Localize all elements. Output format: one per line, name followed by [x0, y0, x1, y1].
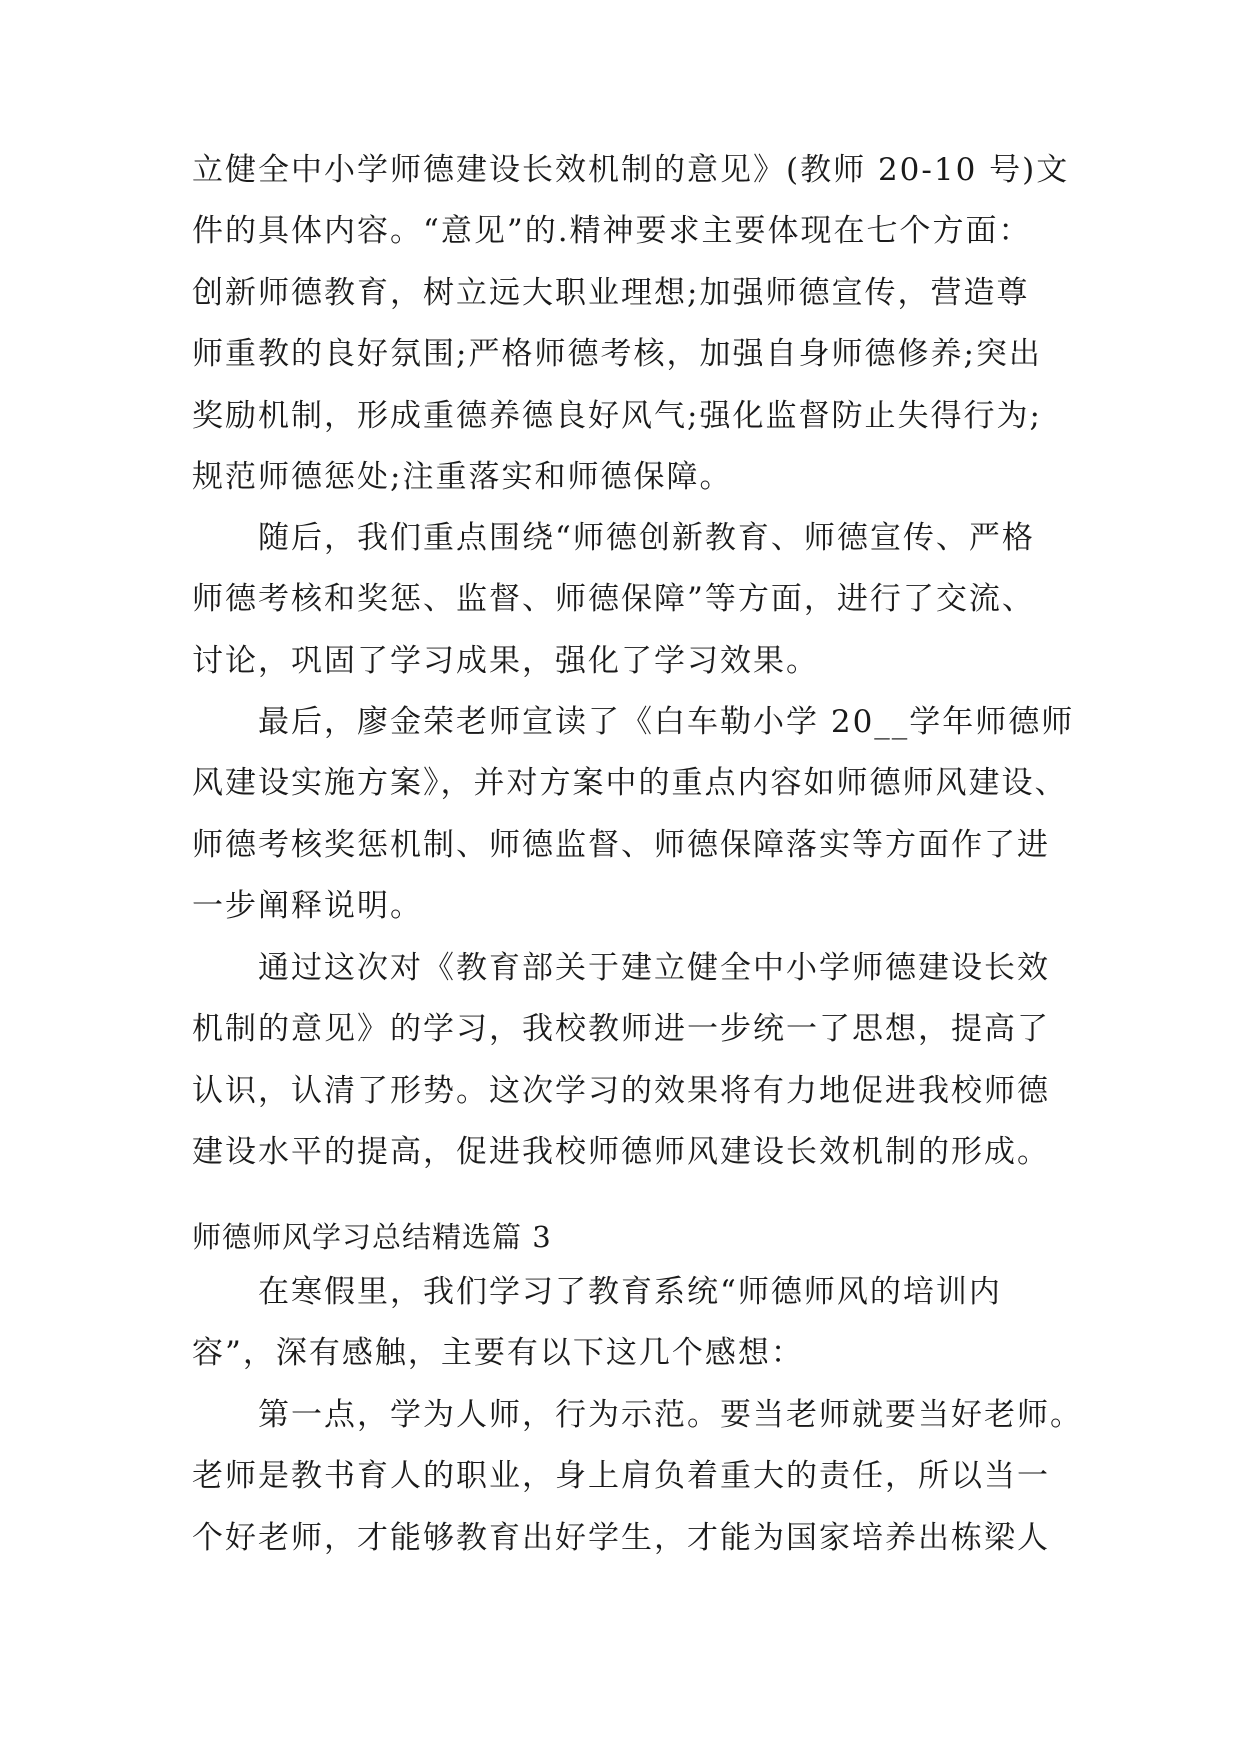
text-line: 认识，认清了形势。这次学习的效果将有力地促进我校师德	[192, 1072, 1050, 1109]
text-line: 第一点，学为人师，行为示范。要当老师就要当好老师。	[192, 1397, 1083, 1433]
text-line: 老师是教书育人的职业，身上肩负着重大的责任，所以当一	[192, 1458, 1050, 1495]
paragraph-first-point	[192, 1385, 1083, 1569]
text-line: 奖励机制，形成重德养德良好风气;强化监督防止失得行为;	[192, 397, 1042, 434]
text-line: 立健全中小学师德建设长效机制的意见》(教师 20-10 号)文	[192, 152, 1070, 188]
paragraph-discussion	[192, 508, 1072, 692]
text-line: 风建设实施方案》，并对方案中的重点内容如师德师风建设、	[192, 765, 1068, 802]
text-line: 个好老师，才能够教育出好学生，才能为国家培养出栋梁人	[192, 1519, 1050, 1556]
text-line: 最后，廖金荣老师宣读了《白车勒小学 20__学年师德师	[192, 704, 1075, 740]
text-line: 讨论，巩固了学习成果，强化了学习效果。	[192, 642, 819, 679]
paragraph-plan-reading	[192, 692, 1075, 938]
text-line: 创新师德教育，树立远大职业理想;加强师德宣传，营造尊	[192, 274, 1030, 311]
text-line: 在寒假里，我们学习了教育系统“师德师风的培训内	[192, 1274, 1002, 1310]
text-line: 件的具体内容。“意见”的.精神要求主要体现在七个方面：	[192, 213, 1032, 250]
paragraph-winter-study	[192, 1262, 1072, 1385]
text-line: 规范师德惩处;注重落实和师德保障。	[192, 458, 733, 495]
text-line: 建设水平的提高，促进我校师德师风建设长效机制的形成。	[192, 1134, 1050, 1171]
text-line: 师德考核奖惩机制、师德监督、师德保障落实等方面作了进	[192, 826, 1050, 863]
text-line: 一步阐释说明。	[192, 888, 423, 925]
text-line: 师德考核和奖惩、监督、师德保障”等方面，进行了交流、	[192, 581, 1035, 618]
paragraph-conclusion	[192, 938, 1072, 1184]
text-line: 师重教的良好氛围;严格师德考核，加强自身师德修养;突出	[192, 336, 1042, 373]
paragraph-policy-summary	[192, 140, 1072, 508]
section-heading: 师德师风学习总结精选篇 3	[192, 1220, 552, 1254]
text-line: 通过这次对《教育部关于建立健全中小学师德建设长效	[192, 950, 1050, 986]
text-line: 机制的意见》的学习，我校教师进一步统一了思想，提高了	[192, 1011, 1050, 1048]
text-line: 随后，我们重点围绕“师德创新教育、师德宣传、严格	[192, 520, 1035, 556]
text-line: 容”，深有感触，主要有以下这几个感想：	[192, 1335, 804, 1372]
